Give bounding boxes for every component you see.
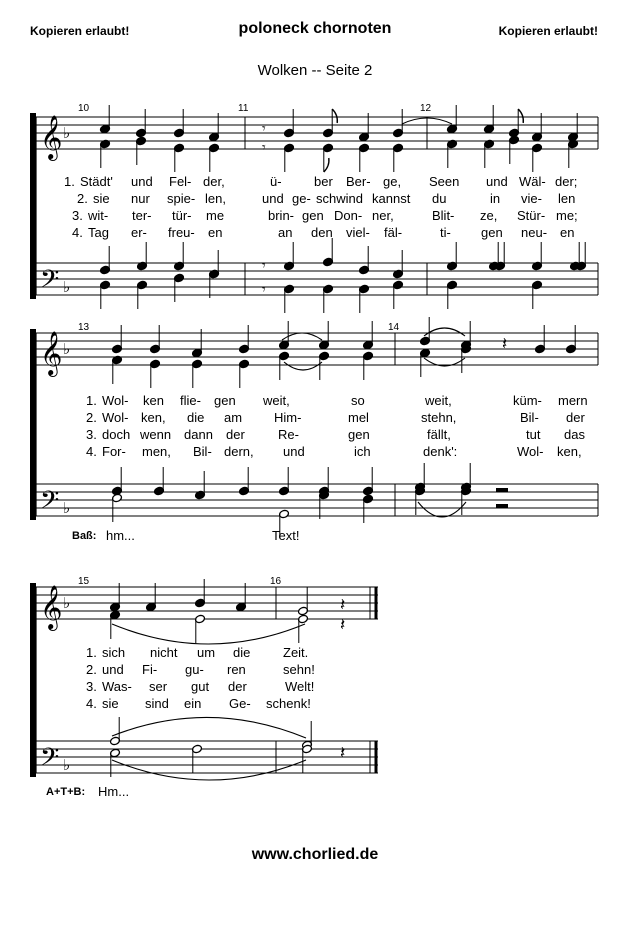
lyric-syllable: der,	[203, 174, 225, 189]
lyric-syllable: 2.	[86, 410, 97, 425]
lyric-syllable: 2.	[86, 662, 97, 677]
lyric-syllable: Was-	[102, 679, 132, 694]
lyric-syllable: Fi-	[142, 662, 158, 677]
lyric-syllable: Tag	[88, 225, 109, 240]
flat-sign-icon: ♭	[63, 278, 71, 296]
lyric-syllable: der	[228, 679, 247, 694]
treble-clef-icon: 𝄞	[40, 115, 63, 159]
lyric-syllable: gen	[481, 225, 503, 240]
lyric-syllable: ter-	[132, 208, 152, 223]
lyric-syllable: 1.	[86, 393, 97, 408]
system-brace	[30, 583, 36, 777]
page-title: poloneck chornoten	[238, 20, 392, 37]
lyric-syllable: ner,	[372, 208, 394, 223]
lyric-syllable: sehn!	[283, 662, 315, 677]
measure-number-16: 16	[270, 576, 282, 587]
lyric-syllable: gut	[191, 679, 210, 694]
atb-label: A+T+B:	[46, 786, 86, 798]
bass-clef-icon: 𝄢	[40, 265, 60, 300]
lyric-syllable: fällt,	[427, 427, 451, 442]
lyric-syllable: Bil-	[520, 410, 539, 425]
lyric-syllable: freu-	[168, 225, 195, 240]
lyric-syllable: gen	[214, 393, 236, 408]
lyric-syllable: dern,	[224, 444, 254, 459]
measure-number-10: 10	[78, 103, 90, 114]
lyric-syllable: nicht	[150, 645, 178, 660]
lyric-syllable: schenk!	[266, 696, 311, 711]
website-footer: www.chorlied.de	[251, 846, 379, 863]
system-brace	[30, 113, 36, 299]
lyric-syllable: 4.	[86, 444, 97, 459]
lyric-syllable: und	[486, 174, 508, 189]
lyric-syllable: Wol-	[517, 444, 544, 459]
lyric-syllable: die	[187, 410, 205, 425]
lyric-syllable: kannst	[372, 191, 411, 206]
lyric-syllable: tür-	[172, 208, 192, 223]
lyric-syllable: 3.	[72, 208, 83, 223]
quarter-rest-icon: 𝄽	[340, 743, 346, 763]
flat-sign-icon: ♭	[63, 499, 71, 517]
lyric-syllable: en	[560, 225, 575, 240]
lyric-syllable: ber	[314, 174, 333, 189]
bass-label: Baß:	[72, 530, 97, 542]
measure-number-15: 15	[78, 576, 90, 587]
lyric-syllable: Bil-	[193, 444, 212, 459]
slur	[112, 760, 306, 780]
lyric-syllable: brin-	[268, 208, 295, 223]
lyric-syllable: ge-	[292, 191, 311, 206]
note-flag	[518, 109, 523, 123]
lyric-syllable: Stür-	[517, 208, 546, 223]
slur	[284, 362, 322, 370]
bass-clef-icon: 𝄢	[40, 743, 60, 778]
note-flag	[332, 109, 337, 123]
lyric-syllable: sich	[102, 645, 126, 660]
lyric-syllable: ren	[227, 662, 246, 677]
lyric-syllable: am	[224, 410, 243, 425]
lyric-syllable: in	[490, 191, 501, 206]
lyric-syllable: fäl-	[384, 225, 403, 240]
note-flag	[324, 158, 329, 172]
half-rest-icon	[496, 488, 508, 492]
lyric-syllable: gu-	[185, 662, 204, 677]
lyric-syllable: weit,	[425, 393, 452, 408]
lyric-syllable: er-	[131, 225, 147, 240]
eighth-rest-icon: 𝄾	[262, 282, 266, 298]
eighth-rest-icon: 𝄾	[262, 121, 266, 137]
lyric-syllable: wenn	[140, 427, 172, 442]
lyric-syllable: Ber-	[346, 174, 371, 189]
lyric-syllable: ein	[184, 696, 202, 711]
lyric-syllable: Ge-	[229, 696, 251, 711]
quarter-rest-icon: 𝄽	[502, 334, 508, 354]
lyric-syllable: sind	[145, 696, 169, 711]
lyric-syllable: vie-	[521, 191, 542, 206]
lyric-syllable: stehn,	[421, 410, 457, 425]
lyric-syllable: Städt'	[80, 174, 113, 189]
slur	[112, 624, 305, 644]
lyric-syllable: ze,	[480, 208, 498, 223]
slur	[112, 717, 306, 738]
lyric-syllable: gen	[348, 427, 370, 442]
lyric-syllable: Him-	[274, 410, 302, 425]
flat-sign-icon: ♭	[63, 340, 71, 358]
eighth-rest-icon: 𝄾	[262, 140, 266, 156]
bass-hum-text: hm...	[106, 528, 135, 543]
lyric-syllable: Seen	[429, 174, 460, 189]
bass-clef-icon: 𝄢	[40, 486, 60, 521]
lyric-syllable: Blit-	[432, 208, 455, 223]
lyric-syllable: viel-	[346, 225, 370, 240]
lyric-syllable: ser	[149, 679, 168, 694]
lyric-syllable: wit-	[88, 208, 109, 223]
flat-sign-icon: ♭	[63, 124, 71, 142]
lyric-syllable: und	[262, 191, 284, 206]
lyric-syllable: len,	[205, 191, 226, 206]
lyric-syllable: For-	[102, 444, 126, 459]
lyric-syllable: sie	[93, 191, 110, 206]
measure-number-14: 14	[388, 322, 400, 333]
lyric-syllable: 4.	[86, 696, 97, 711]
lyric-syllable: flie-	[180, 393, 201, 408]
lyric-syllable: um	[197, 645, 216, 660]
measure-number-13: 13	[78, 322, 90, 333]
lyric-syllable: ge,	[383, 174, 402, 189]
page-subtitle: Wolken -- Seite 2	[257, 62, 373, 79]
lyric-syllable: 1.	[86, 645, 97, 660]
lyric-syllable: so	[351, 393, 365, 408]
copy-allowed-left: Kopieren erlaubt!	[30, 24, 130, 38]
lyric-syllable: Wäl-	[519, 174, 546, 189]
lyric-syllable: men,	[142, 444, 171, 459]
lyric-syllable: len	[558, 191, 576, 206]
lyric-syllable: und	[283, 444, 305, 459]
lyric-syllable: gen	[302, 208, 324, 223]
lyric-syllable: an	[278, 225, 293, 240]
slur	[418, 502, 466, 517]
atb-hum-text: Hm...	[98, 784, 130, 799]
lyric-syllable: 3.	[86, 427, 97, 442]
lyric-syllable: 3.	[86, 679, 97, 694]
lyric-syllable: Wol-	[102, 393, 129, 408]
slur	[424, 328, 465, 336]
lyric-syllable: Welt!	[285, 679, 315, 694]
lyric-syllable: me;	[556, 208, 578, 223]
lyric-syllable: ich	[354, 444, 371, 459]
lyric-syllable: der;	[555, 174, 578, 189]
lyric-syllable: die	[233, 645, 251, 660]
lyric-syllable: der	[566, 410, 585, 425]
half-rest-icon	[496, 504, 508, 508]
lyric-syllable: Wol-	[102, 410, 129, 425]
measure-number-12: 12	[420, 103, 432, 114]
treble-clef-icon: 𝄞	[40, 331, 63, 375]
lyric-syllable: weit,	[263, 393, 290, 408]
lyric-syllable: ken	[143, 393, 164, 408]
lyric-syllable: 2.	[77, 191, 88, 206]
quarter-rest-icon: 𝄽	[340, 615, 346, 635]
flat-sign-icon: ♭	[63, 756, 71, 774]
treble-clef-icon: 𝄞	[40, 585, 63, 629]
lyric-syllable: spie-	[167, 191, 196, 206]
lyric-syllable: küm-	[513, 393, 542, 408]
eighth-rest-icon: 𝄾	[262, 258, 266, 274]
bass-text-cue: Text!	[272, 528, 300, 543]
lyric-syllable: Fel-	[169, 174, 192, 189]
copy-allowed-right: Kopieren erlaubt!	[498, 24, 598, 38]
quarter-rest-icon: 𝄽	[340, 595, 346, 615]
lyric-syllable: und	[131, 174, 153, 189]
lyric-syllable: Zeit.	[283, 645, 309, 660]
lyric-syllable: me	[206, 208, 225, 223]
lyric-syllable: 1.	[64, 174, 75, 189]
lyric-syllable: dann	[184, 427, 213, 442]
lyric-syllable: mern	[558, 393, 588, 408]
lyric-syllable: 4.	[72, 225, 83, 240]
lyric-syllable: Don-	[334, 208, 363, 223]
lyric-syllable: sie	[102, 696, 119, 711]
lyric-syllable: du	[432, 191, 447, 206]
lyric-syllable: ü-	[270, 174, 282, 189]
flat-sign-icon: ♭	[63, 594, 71, 612]
lyric-syllable: den	[311, 225, 333, 240]
measure-number-11: 11	[238, 103, 249, 114]
lyric-syllable: tut	[526, 427, 541, 442]
lyric-syllable: nur	[131, 191, 150, 206]
lyric-syllable: denk':	[423, 444, 458, 459]
lyric-syllable: neu-	[521, 225, 548, 240]
lyric-syllable: en	[208, 225, 223, 240]
lyric-syllable: ken,	[141, 410, 166, 425]
lyric-syllable: Re-	[278, 427, 299, 442]
lyric-syllable: schwind	[316, 191, 363, 206]
lyric-syllable: und	[102, 662, 124, 677]
lyric-syllable: ken,	[557, 444, 582, 459]
system-brace	[30, 329, 36, 520]
lyric-syllable: das	[564, 427, 585, 442]
lyric-syllable: doch	[102, 427, 131, 442]
lyric-syllable: mel	[348, 410, 369, 425]
lyric-syllable: ti-	[440, 225, 451, 240]
lyric-syllable: der	[226, 427, 245, 442]
